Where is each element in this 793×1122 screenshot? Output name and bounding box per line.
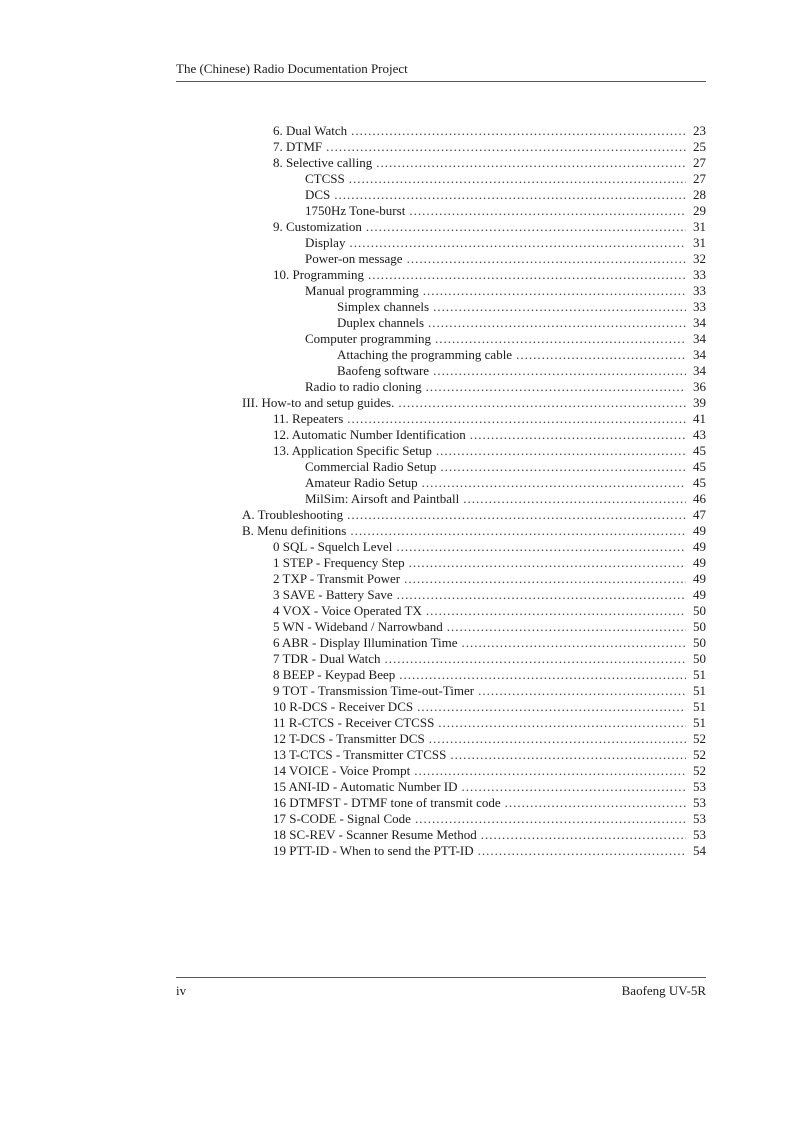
toc-dot-leader bbox=[470, 427, 686, 443]
toc-entry-title: III. How-to and setup guides. bbox=[242, 395, 395, 410]
toc-entry-page: 50 bbox=[693, 635, 706, 650]
toc-entry-title: CTCSS bbox=[305, 171, 345, 186]
toc-entry-page: 23 bbox=[693, 123, 706, 138]
toc-entry[interactable] bbox=[0, 619, 706, 635]
toc-dot-leader bbox=[409, 555, 686, 571]
toc-entry-page: 47 bbox=[693, 507, 706, 522]
toc-entry[interactable] bbox=[0, 187, 706, 203]
toc-dot-leader bbox=[463, 491, 686, 507]
toc-dot-leader bbox=[423, 283, 686, 299]
toc-dot-leader bbox=[407, 251, 686, 267]
toc-entry-title: 15 ANI-ID - Automatic Number ID bbox=[273, 779, 458, 794]
toc-entry-title: 11. Repeaters bbox=[273, 411, 344, 426]
toc-dot-leader bbox=[350, 523, 686, 539]
toc-dot-leader bbox=[347, 411, 686, 427]
toc-dot-leader bbox=[351, 123, 686, 139]
toc-dot-leader bbox=[428, 315, 686, 331]
toc-entry[interactable] bbox=[0, 283, 706, 299]
toc-entry-title: 5 WN - Wideband / Narrowband bbox=[273, 619, 443, 634]
toc-entry[interactable] bbox=[0, 683, 706, 699]
toc-entry-title: 18 SC-REV - Scanner Resume Method bbox=[273, 827, 477, 842]
toc-entry-title: 1750Hz Tone-burst bbox=[305, 203, 406, 218]
toc-entry[interactable] bbox=[0, 603, 706, 619]
toc-dot-leader bbox=[447, 619, 686, 635]
toc-entry-title: Display bbox=[305, 235, 346, 250]
toc-dot-leader bbox=[349, 235, 686, 251]
toc-dot-leader bbox=[376, 155, 686, 171]
toc-dot-leader bbox=[417, 699, 686, 715]
toc-dot-leader bbox=[326, 139, 686, 155]
toc-entry[interactable] bbox=[0, 763, 706, 779]
toc-dot-leader bbox=[385, 651, 686, 667]
toc-dot-leader bbox=[438, 715, 686, 731]
toc-dot-leader bbox=[505, 795, 686, 811]
toc-entry[interactable] bbox=[0, 219, 706, 235]
toc-entry-page: 43 bbox=[693, 427, 706, 442]
toc-entry-page: 29 bbox=[693, 203, 706, 218]
toc-dot-leader bbox=[399, 667, 686, 683]
toc-entry[interactable] bbox=[0, 203, 706, 219]
footer-book-title: Baofeng UV-5R bbox=[621, 983, 706, 998]
toc-entry-page: 52 bbox=[693, 731, 706, 746]
toc-entry[interactable] bbox=[0, 715, 706, 731]
toc-entry-page: 51 bbox=[693, 715, 706, 730]
toc-dot-leader bbox=[334, 187, 686, 203]
page-footer bbox=[176, 977, 706, 999]
toc-entry-title: 7. DTMF bbox=[273, 139, 323, 154]
toc-dot-leader bbox=[433, 363, 686, 379]
toc-entry-page: 49 bbox=[693, 571, 706, 586]
toc-entry-page: 46 bbox=[693, 491, 706, 506]
toc-entry-title: 0 SQL - Squelch Level bbox=[273, 539, 393, 554]
toc-entry-page: 52 bbox=[693, 763, 706, 778]
toc-entry[interactable] bbox=[0, 395, 706, 411]
toc-entry[interactable] bbox=[0, 155, 706, 171]
toc-dot-leader bbox=[429, 731, 686, 747]
toc-entry-page: 28 bbox=[693, 187, 706, 202]
toc-entry-page: 32 bbox=[693, 251, 706, 266]
toc-entry-page: 51 bbox=[693, 699, 706, 714]
toc-dot-leader bbox=[397, 587, 686, 603]
toc-entry-title: 9 TOT - Transmission Time-out-Timer bbox=[273, 683, 475, 698]
toc-entry[interactable] bbox=[0, 379, 706, 395]
toc-entry-page: 34 bbox=[693, 363, 706, 378]
toc-entry[interactable] bbox=[0, 315, 706, 331]
toc-dot-leader bbox=[426, 603, 686, 619]
toc-entry-title: B. Menu definitions bbox=[242, 523, 347, 538]
toc-dot-leader bbox=[440, 459, 686, 475]
toc-entry-page: 50 bbox=[693, 619, 706, 634]
toc-entry-page: 41 bbox=[693, 411, 706, 426]
toc-entry[interactable] bbox=[0, 475, 706, 491]
toc-entry-page: 50 bbox=[693, 603, 706, 618]
toc-entry[interactable] bbox=[0, 507, 706, 523]
toc-entry-title: Computer programming bbox=[305, 331, 432, 346]
toc-dot-leader bbox=[436, 443, 686, 459]
toc-entry[interactable] bbox=[0, 779, 706, 795]
toc-entry-title: 12. Automatic Number Identification bbox=[273, 427, 466, 442]
toc-entry-title: DCS bbox=[305, 187, 331, 202]
toc-dot-leader bbox=[478, 843, 686, 859]
toc-entry-page: 49 bbox=[693, 539, 706, 554]
toc-entry[interactable] bbox=[0, 635, 706, 651]
toc-entry-title: Simplex channels bbox=[337, 299, 430, 314]
toc-entry-page: 49 bbox=[693, 555, 706, 570]
toc-entry[interactable] bbox=[0, 795, 706, 811]
toc-dot-leader bbox=[398, 395, 686, 411]
toc-entry-title: 16 DTMFST - DTMF tone of transmit code bbox=[273, 795, 501, 810]
toc-dot-leader bbox=[516, 347, 686, 363]
toc-entry-title: Manual programming bbox=[305, 283, 419, 298]
toc-entry-title: A. Troubleshooting bbox=[242, 507, 344, 522]
toc-dot-leader bbox=[481, 827, 686, 843]
toc-entry-title: Amateur Radio Setup bbox=[305, 475, 418, 490]
toc-dot-leader bbox=[478, 683, 686, 699]
toc-entry-title: Attaching the programming cable bbox=[337, 347, 513, 362]
toc-entry-page: 34 bbox=[693, 331, 706, 346]
toc-entry[interactable] bbox=[0, 555, 706, 571]
toc-dot-leader bbox=[409, 203, 686, 219]
toc-dot-leader bbox=[415, 811, 686, 827]
toc-dot-leader bbox=[450, 747, 686, 763]
toc-entry-page: 53 bbox=[693, 779, 706, 794]
toc-entry[interactable] bbox=[0, 587, 706, 603]
toc-entry-page: 52 bbox=[693, 747, 706, 762]
toc-entry[interactable] bbox=[0, 123, 706, 139]
toc-entry-title: 10. Programming bbox=[273, 267, 364, 282]
toc-entry-title: 14 VOICE - Voice Prompt bbox=[273, 763, 411, 778]
toc-entry-page: 27 bbox=[693, 171, 706, 186]
toc-entry[interactable] bbox=[0, 235, 706, 251]
toc-entry-title: Baofeng software bbox=[337, 363, 430, 378]
toc-entry-title: MilSim: Airsoft and Paintball bbox=[305, 491, 460, 506]
toc-entry[interactable] bbox=[0, 347, 706, 363]
toc-entry-page: 31 bbox=[693, 219, 706, 234]
toc-entry-title: 7 TDR - Dual Watch bbox=[273, 651, 381, 666]
toc-dot-leader bbox=[422, 475, 686, 491]
toc-entry[interactable] bbox=[0, 571, 706, 587]
toc-entry-page: 45 bbox=[693, 475, 706, 490]
toc-dot-leader bbox=[404, 571, 686, 587]
toc-entry[interactable] bbox=[0, 843, 706, 859]
toc-dot-leader bbox=[347, 507, 686, 523]
toc-entry-title: 4 VOX - Voice Operated TX bbox=[273, 603, 422, 618]
toc-entry-title: 9. Customization bbox=[273, 219, 362, 234]
toc-entry-page: 25 bbox=[693, 139, 706, 154]
toc-entry-title: Commercial Radio Setup bbox=[305, 459, 437, 474]
toc-entry[interactable] bbox=[0, 411, 706, 427]
toc-entry-page: 33 bbox=[693, 283, 706, 298]
toc-entry[interactable] bbox=[0, 171, 706, 187]
toc-entry-title: 6 ABR - Display Illumination Time bbox=[273, 635, 458, 650]
toc-entry[interactable] bbox=[0, 811, 706, 827]
toc-entry-page: 45 bbox=[693, 459, 706, 474]
toc-entry[interactable] bbox=[0, 491, 706, 507]
toc-entry-title: Radio to radio cloning bbox=[305, 379, 422, 394]
toc-entry-title: 2 TXP - Transmit Power bbox=[273, 571, 401, 586]
toc-dot-leader bbox=[426, 379, 686, 395]
toc-dot-leader bbox=[396, 539, 686, 555]
toc-entry-page: 34 bbox=[693, 315, 706, 330]
toc-dot-leader bbox=[435, 331, 686, 347]
toc-entry-title: 8. Selective calling bbox=[273, 155, 373, 170]
toc-entry-title: Power-on message bbox=[305, 251, 403, 266]
toc-entry-page: 45 bbox=[693, 443, 706, 458]
header-title: The (Chinese) Radio Documentation Project bbox=[176, 61, 408, 76]
toc-entry-title: 3 SAVE - Battery Save bbox=[273, 587, 393, 602]
toc-entry[interactable] bbox=[0, 251, 706, 267]
toc-entry[interactable] bbox=[0, 267, 706, 283]
toc-entry-page: 53 bbox=[693, 827, 706, 842]
toc-entry-page: 53 bbox=[693, 795, 706, 810]
toc-entry-page: 54 bbox=[693, 843, 706, 858]
toc-dot-leader bbox=[433, 299, 686, 315]
toc-entry-page: 31 bbox=[693, 235, 706, 250]
toc-entry-title: 6. Dual Watch bbox=[273, 123, 348, 138]
toc-dot-leader bbox=[462, 635, 686, 651]
toc-entry-page: 49 bbox=[693, 587, 706, 602]
toc-entry[interactable] bbox=[0, 299, 706, 315]
toc-entry[interactable] bbox=[0, 651, 706, 667]
toc-entry[interactable] bbox=[0, 459, 706, 475]
toc-entry-title: 12 T-DCS - Transmitter DCS bbox=[273, 731, 425, 746]
toc-entry[interactable] bbox=[0, 139, 706, 155]
toc-entry-title: Duplex channels bbox=[337, 315, 425, 330]
toc-entry-title: 19 PTT-ID - When to send the PTT-ID bbox=[273, 843, 474, 858]
toc-entry-title: 13 T-CTCS - Transmitter CTCSS bbox=[273, 747, 447, 762]
toc-entry-page: 50 bbox=[693, 651, 706, 666]
toc-entry-page: 27 bbox=[693, 155, 706, 170]
toc-entry-title: 10 R-DCS - Receiver DCS bbox=[273, 699, 414, 714]
toc-dot-leader bbox=[414, 763, 686, 779]
toc-dot-leader bbox=[366, 219, 686, 235]
toc-dot-leader bbox=[349, 171, 686, 187]
footer-page-number: iv bbox=[176, 983, 187, 998]
toc-entry[interactable] bbox=[0, 699, 706, 715]
toc-dot-leader bbox=[462, 779, 687, 795]
toc-entry-title: 1 STEP - Frequency Step bbox=[273, 555, 405, 570]
toc-entry-page: 49 bbox=[693, 523, 706, 538]
toc-entry-title: 8 BEEP - Keypad Beep bbox=[273, 667, 396, 682]
toc-entry[interactable] bbox=[0, 731, 706, 747]
page-header bbox=[176, 61, 706, 82]
toc-entry-title: 13. Application Specific Setup bbox=[273, 443, 432, 458]
toc-dot-leader bbox=[368, 267, 686, 283]
toc-entry[interactable] bbox=[0, 363, 706, 379]
toc-entry-page: 39 bbox=[693, 395, 706, 410]
toc-entry-page: 53 bbox=[693, 811, 706, 826]
toc-entry[interactable] bbox=[0, 331, 706, 347]
toc-entry[interactable] bbox=[0, 443, 706, 459]
toc-entry-page: 34 bbox=[693, 347, 706, 362]
toc-entry[interactable] bbox=[0, 747, 706, 763]
toc-entry[interactable] bbox=[0, 539, 706, 555]
toc-entry-page: 51 bbox=[693, 667, 706, 682]
toc-entry[interactable] bbox=[0, 427, 706, 443]
toc-entry[interactable] bbox=[0, 667, 706, 683]
toc-entry-page: 33 bbox=[693, 267, 706, 282]
toc-entry-title: 11 R-CTCS - Receiver CTCSS bbox=[273, 715, 435, 730]
toc-entry[interactable] bbox=[0, 827, 706, 843]
toc-entry-page: 51 bbox=[693, 683, 706, 698]
toc-entry[interactable] bbox=[0, 523, 706, 539]
toc-entry-page: 36 bbox=[693, 379, 706, 394]
toc-entry-title: 17 S-CODE - Signal Code bbox=[273, 811, 411, 826]
toc-entry-page: 33 bbox=[693, 299, 706, 314]
